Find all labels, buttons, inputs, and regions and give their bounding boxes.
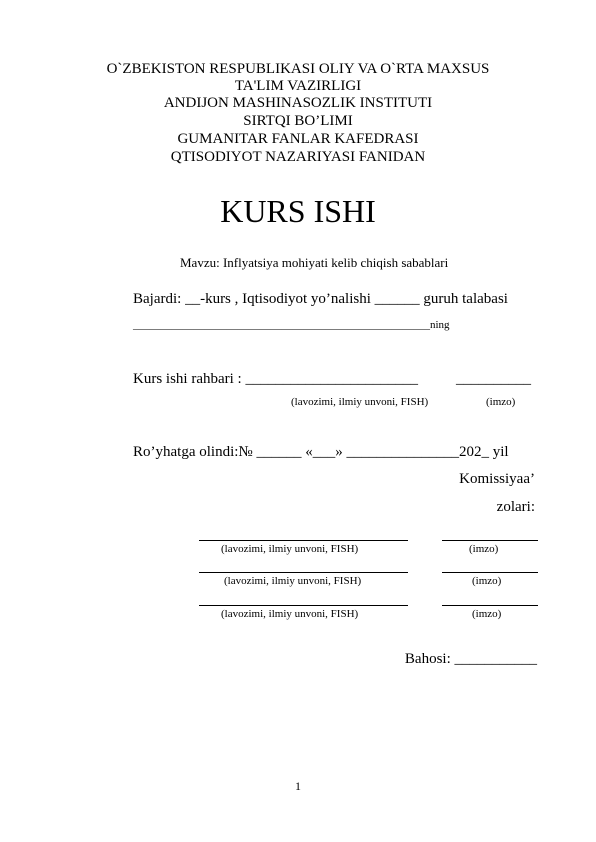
header-line-division: SIRTQI BO’LIMI — [243, 113, 353, 129]
page-number: 1 — [295, 779, 301, 793]
commission-member-1-signature-caption: (imzo) — [469, 543, 499, 555]
commission-member-3-position-line — [199, 605, 408, 606]
commission-member-3-signature-caption: (imzo) — [472, 608, 502, 620]
header-line-subject: QTISODIYOT NAZARIYASI FANIDAN — [170, 149, 426, 165]
commission-member-2-position-line — [199, 572, 408, 573]
supervisor-signature-blank: __________ — [456, 371, 531, 387]
commission-member-3-signature-line — [442, 605, 538, 606]
supervisor-signature-caption: (imzo) — [486, 396, 516, 408]
commission-label: Komissiyaa’ — [459, 471, 535, 487]
topic-line: Mavzu: Inflyatsiya mohiyati kelib chiqish sabablari — [180, 255, 449, 270]
header-line-ministry-cont: TA'LIM VAZIRLIGI — [234, 78, 362, 94]
commission-member-2-signature-line — [442, 572, 538, 573]
header-line-ministry: O`ZBEKISTON RESPUBLIKASI OLIY VA O`RTA MAXSUS — [106, 61, 490, 77]
commission-member-2-signature-caption: (imzo) — [472, 575, 502, 587]
supervisor-position-caption: (lavozimi, ilmiy unvoni, FISH) — [291, 396, 429, 408]
grade-line: Bahosi: ___________ — [404, 651, 537, 667]
header-line-department: GUMANITAR FANLAR KAFEDRASI — [177, 131, 419, 147]
commission-member-1-position-line — [199, 540, 408, 541]
commission-label-cont: zolari: — [496, 499, 535, 515]
commission-member-1-position-caption: (lavozimi, ilmiy unvoni, FISH) — [221, 543, 359, 555]
registration-line: Ro’yhatga olindi:№ ______ «___» _______________202_ yil — [133, 444, 509, 460]
commission-member-1-signature-line — [442, 540, 538, 541]
document-title: KURS ISHI — [220, 193, 376, 229]
commission-member-2-position-caption: (lavozimi, ilmiy unvoni, FISH) — [224, 575, 362, 587]
student-name-line: ______________________________________________________ning — [133, 319, 450, 331]
performer-line: Bajardi: __-kurs , Iqtisodiyot yo’nalishi ______ guruh talabasi — [133, 291, 508, 307]
header-line-institute: ANDIJON MASHINASOZLIK INSTITUTI — [163, 95, 433, 111]
commission-member-3-position-caption: (lavozimi, ilmiy unvoni, FISH) — [221, 608, 359, 620]
supervisor-line: Kurs ishi rahbari : _______________________ — [133, 371, 418, 387]
